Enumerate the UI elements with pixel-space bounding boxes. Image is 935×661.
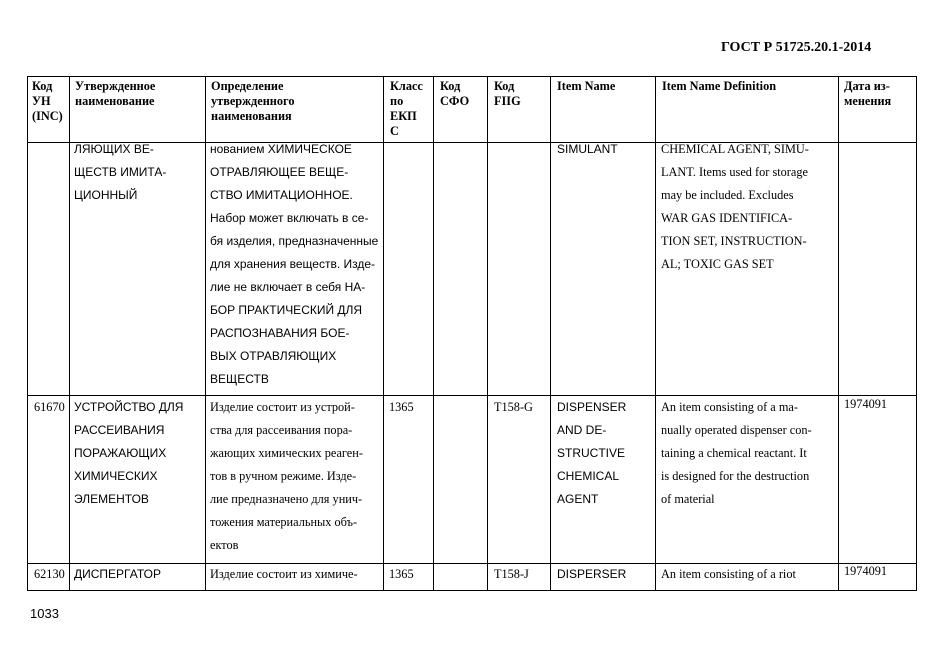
row-definition: Изделие состоит из химиче-: [210, 567, 358, 581]
table-border-top: [27, 76, 917, 77]
data-table: [27, 76, 917, 591]
header-sfo: Код СФО: [440, 79, 470, 108]
column-divider: [433, 76, 434, 591]
row-class: 1365: [389, 400, 414, 414]
row-item-definition: An item consisting of a ma- nually operated dispenser con- taining a chemical reactant. It is designed for the destruction of material: [661, 400, 812, 506]
row-approved-name: ЛЯЮЩИХ ВЕ- ЩЕСТВ ИМИТА- ЦИОННЫЙ: [74, 142, 167, 202]
row-approved-name: УСТРОЙСТВО ДЛЯ РАССЕИВАНИЯ ПОРАЖАЮЩИХ ХИМИЧЕСКИХ ЭЛЕМЕНТОВ: [74, 400, 184, 506]
table-border-left: [27, 76, 28, 591]
row-item-name: DISPERSER: [557, 567, 627, 581]
table-border-bottom: [27, 590, 917, 591]
column-divider: [69, 76, 70, 591]
header-approved-name: Утвержденное наименование: [75, 79, 156, 108]
row-fiig: T158-J: [494, 567, 529, 581]
row-change-date: 1974091: [844, 397, 888, 411]
header-fiig: Код FIIG: [494, 79, 521, 108]
row-inc: 61670: [34, 400, 65, 414]
column-divider: [205, 76, 206, 591]
column-divider: [487, 76, 488, 591]
column-divider: [550, 76, 551, 591]
header-definition: Определение утвержденного наименования: [211, 79, 295, 123]
row-item-definition: An item consisting of a riot: [661, 567, 796, 581]
header-ekps-class: Класс по ЕКП С: [390, 79, 423, 138]
row-fiig: T158-G: [494, 400, 533, 414]
row-item-definition: CHEMICAL AGENT, SIMU- LANT. Items used for storage may be included. Excludes WAR GAS IDENTIFICA- TION SET, INSTRUCTION- AL; TOXIC GAS SET: [661, 142, 809, 271]
row-change-date: 1974091: [844, 564, 888, 578]
column-divider: [838, 76, 839, 591]
header-change-date: Дата из- менения: [844, 79, 892, 108]
header-item-definition: Item Name Definition: [662, 79, 777, 93]
column-divider: [383, 76, 384, 591]
column-divider: [655, 76, 656, 591]
row-approved-name: ДИСПЕРГАТОР: [74, 567, 161, 581]
row-class: 1365: [389, 567, 414, 581]
page-number: 1033: [30, 606, 59, 621]
row-inc: 62130: [34, 567, 65, 581]
document-title: ГОСТ Р 51725.20.1-2014: [721, 40, 872, 55]
header-inc: Код УН (INC): [32, 79, 63, 123]
row-item-name: DISPENSER AND DE- STRUCTIVE CHEMICAL AGENT: [557, 400, 627, 506]
table-border-right: [916, 76, 917, 591]
header-item-name: Item Name: [557, 79, 616, 93]
row-item-name: SIMULANT: [557, 142, 618, 156]
row-definition: нованием ХИМИЧЕСКОЕ ОТРАВЛЯЮЩЕЕ ВЕЩЕ- СТВО ИМИТАЦИОННОЕ. Набор может включать в се- бя изделия, предназначенные для хранения веществ. Изде- лие не включает в себя НА- БОР ПРАКТИЧЕСКИЙ ДЛЯ РАСПОЗНАВАНИЯ БОЕ- ВЫХ ОТРАВЛЯЮЩИХ ВЕЩЕСТВ: [210, 142, 379, 386]
row-definition: Изделие состоит из устрой- ства для рассеивания пора- жающих химических реаген- тов в ручном режиме. Изде- лие предназначено для унич- тожения материальных объ- ектов: [210, 400, 363, 552]
